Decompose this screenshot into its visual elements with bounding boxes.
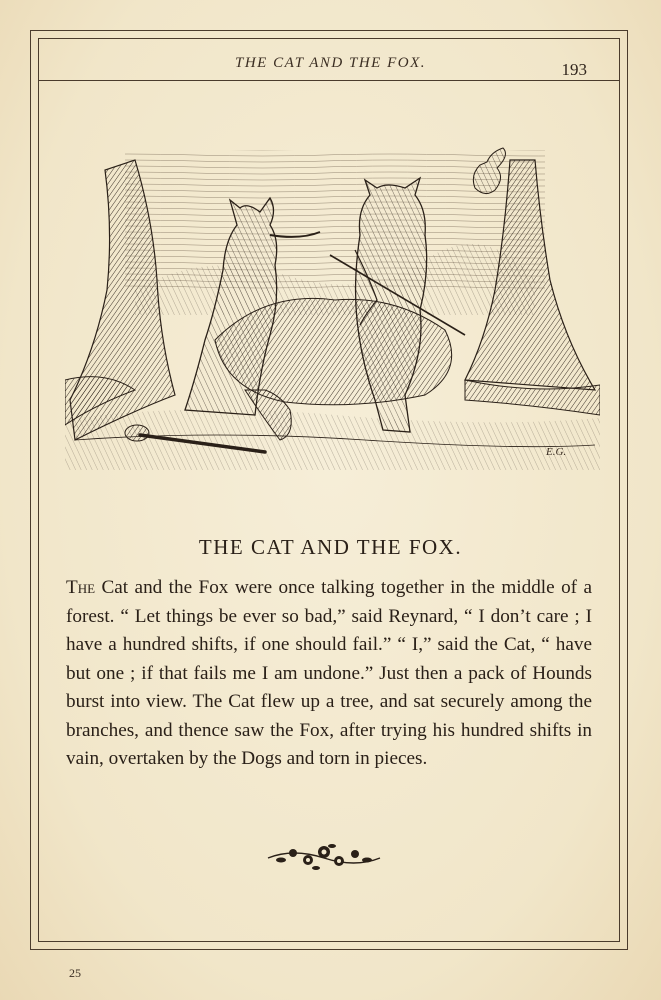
signature-mark: 25 xyxy=(69,966,81,980)
artist-mark: E.G. xyxy=(546,446,567,458)
story-body xyxy=(66,574,592,774)
page-number: 193 xyxy=(561,60,587,79)
floral-ornament xyxy=(263,838,385,878)
engraving-illustration xyxy=(65,140,600,470)
story-title: THE CAT AND THE FOX. xyxy=(198,535,463,559)
body-text: Cat and the Fox were once talking together in the middle of a forest. “ Let things be ever so bad,” said Reynard, “ I don’t care ; I have a hundred shifts, if one should fail.” “ I,” said the Cat, “ have but one ; if that fails me I am undone.” Just then a pack of Hounds burst into view. The Cat flew up a tree, and sat securely among the branches, and thence saw the Fox, after trying his hundred shifts in vain, overtaken by the Dogs and torn in pieces. xyxy=(66,577,592,769)
lead-word: The xyxy=(66,577,96,598)
header-rule xyxy=(38,80,620,81)
running-head: THE CAT AND THE FOX. xyxy=(235,55,426,71)
